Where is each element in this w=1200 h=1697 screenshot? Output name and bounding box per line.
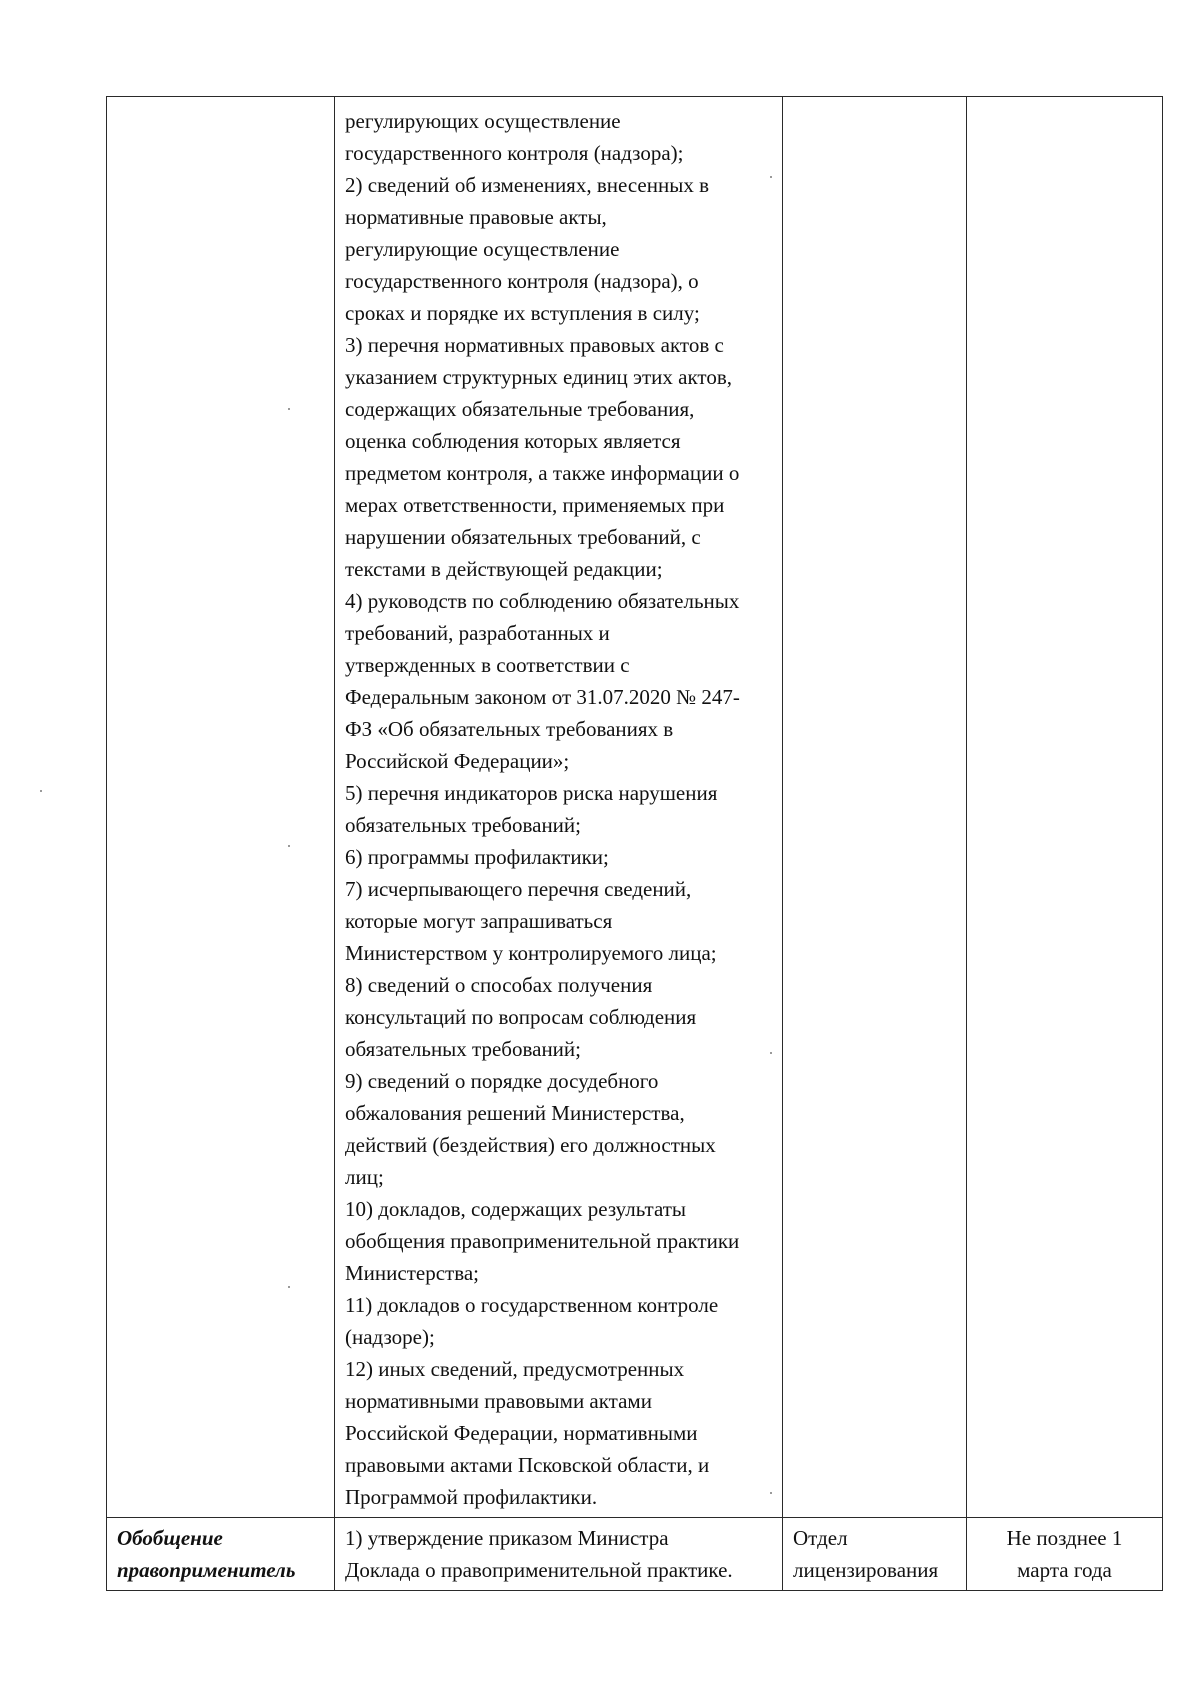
measure-content-cell [335, 97, 783, 1518]
content-line: указанием структурных единиц этих актов, [345, 365, 732, 389]
content-line: Министерства; [345, 1261, 479, 1285]
responsible-cell [783, 97, 967, 1518]
content-line: Федеральным законом от 31.07.2020 № 247- [345, 685, 740, 709]
content-line: содержащих обязательные требования, [345, 397, 695, 421]
scan-speck [288, 1286, 290, 1288]
content-line: 12) иных сведений, предусмотренных [345, 1357, 685, 1381]
content-line: Российской Федерации»; [345, 749, 570, 773]
content-line: текстами в действующей редакции; [345, 557, 663, 581]
scan-speck [770, 1492, 772, 1494]
content-line: государственного контроля (надзора), о [345, 269, 699, 293]
content-line: 10) докладов, содержащих результаты [345, 1197, 687, 1221]
measures-table [106, 96, 1163, 1591]
content-line: Министерством у контролируемого лица; [345, 941, 717, 965]
content-line: нормативные правовые акты, [345, 205, 607, 229]
content-line: оценка соблюдения которых является [345, 429, 681, 453]
content-line: 1) утверждение приказом Министра [345, 1526, 669, 1550]
content-line: нормативными правовыми актами [345, 1389, 652, 1413]
deadline-cell [967, 1518, 1163, 1591]
deadline-cell [967, 97, 1163, 1518]
responsible-line: Отдел [793, 1526, 848, 1550]
content-line: обжалования решений Министерства, [345, 1101, 685, 1125]
content-line: 2) сведений об изменениях, внесенных в [345, 173, 709, 197]
deadline-line: Не позднее 1 [1006, 1526, 1123, 1550]
scan-speck [288, 845, 290, 847]
scan-speck [770, 176, 772, 178]
content-line: 9) сведений о порядке досудебного [345, 1069, 659, 1093]
measure-content-cell [335, 1518, 783, 1591]
content-line: Программой профилактики. [345, 1485, 598, 1509]
content-line: государственного контроля (надзора); [345, 141, 684, 165]
content-line: 3) перечня нормативных правовых актов с [345, 333, 724, 357]
content-line: Российской Федерации, нормативными [345, 1421, 698, 1445]
content-line: мерах ответственности, применяемых при [345, 493, 725, 517]
measure-name-cell [107, 1518, 335, 1591]
content-line: которые могут запрашиваться [345, 909, 613, 933]
table-row [107, 97, 1163, 1518]
content-line: регулирующие осуществление [345, 237, 620, 261]
content-line: ФЗ «Об обязательных требованиях в [345, 717, 674, 741]
content-line: регулирующих осуществление [345, 109, 621, 133]
deadline-line: марта года [1017, 1558, 1112, 1582]
responsible-line: лицензирования [793, 1558, 939, 1582]
content-line: лиц; [345, 1165, 384, 1189]
measure-title-line: Обобщение [117, 1526, 223, 1550]
measure-title-line: правоприменитель [117, 1558, 296, 1582]
scan-speck [770, 1052, 772, 1054]
content-line: (надзоре); [345, 1325, 435, 1349]
content-line: действий (бездействия) его должностных [345, 1133, 716, 1157]
content-line: 11) докладов о государственном контроле [345, 1293, 719, 1317]
content-line: утвержденных в соответствии с [345, 653, 630, 677]
content-line: Доклада о правоприменительной практике. [345, 1558, 733, 1582]
content-line: нарушении обязательных требований, с [345, 525, 701, 549]
content-line: 6) программы профилактики; [345, 845, 609, 869]
measure-name-cell [107, 97, 335, 1518]
content-line: 7) исчерпывающего перечня сведений, [345, 877, 692, 901]
content-line: обязательных требований; [345, 1037, 581, 1061]
content-line: правовыми актами Псковской области, и [345, 1453, 710, 1477]
content-line: консультаций по вопросам соблюдения [345, 1005, 697, 1029]
scan-speck [288, 408, 290, 410]
content-line: обязательных требований; [345, 813, 581, 837]
content-line: требований, разработанных и [345, 621, 610, 645]
content-line: обобщения правоприменительной практики [345, 1229, 740, 1253]
content-line: 4) руководств по соблюдению обязательных [345, 589, 740, 613]
content-line: 8) сведений о способах получения [345, 973, 653, 997]
responsible-cell [783, 1518, 967, 1591]
content-line: предметом контроля, а также информации о [345, 461, 740, 485]
scan-speck [40, 790, 42, 792]
content-line: 5) перечня индикаторов риска нарушения [345, 781, 718, 805]
content-line: сроках и порядке их вступления в силу; [345, 301, 700, 325]
table-row [107, 1518, 1163, 1591]
